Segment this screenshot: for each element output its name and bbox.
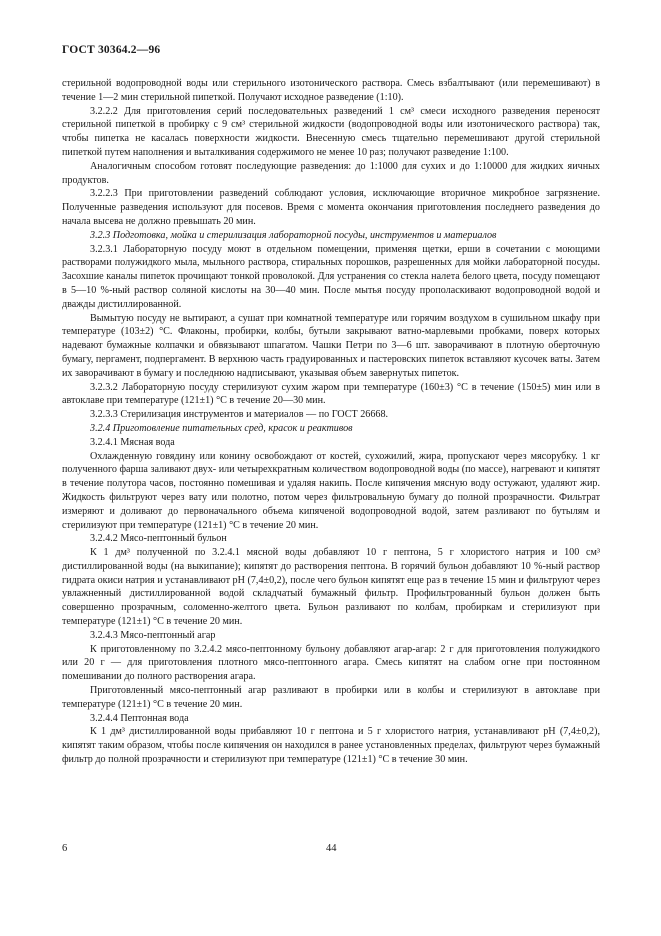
document-body — [62, 77, 600, 767]
footer-left-number: 6 — [62, 843, 68, 854]
section-heading: 3.2.4 Приготовление питательных сред, красок и реактивов — [90, 422, 353, 434]
paragraph: 3.2.2.3 При приготовлении разведений соблюдают условия, исключающие вторичное микробное загрязнение. Полученные разведения используют для посевов. Время с момента окончания приготовления последнего разведения до начала высева не должно превышать 20 мин. — [62, 188, 600, 227]
page-number: 44 — [326, 843, 337, 854]
subsection-title: 3.2.4.4 Пептонная вода — [90, 712, 189, 724]
document-header: ГОСТ 30364.2—96 — [62, 44, 161, 56]
section-heading: 3.2.3 Подготовка, мойка и стерилизация лабораторной посуды, инструментов и материалов — [90, 229, 497, 241]
paragraph: К 1 дм³ дистиллированной воды прибавляют 10 г пептона и 5 г хлористого натрия, устанавливают рН (7,4±0,2), кипятят таким образом, чтобы после кипячения он находился в ранее установленных пределах, фильтруют через бумажный фильтр до полной прозрачности и стерилизуют при температуре (121±1) °С в течение 30 мин. — [62, 726, 600, 766]
paragraph: 3.2.2.2 Для приготовления серий последовательных разведений 1 см³ смеси исходного разведения переносят стерильной пипеткой в пробирку с 9 см³ стерильной жидкости (водопроводной воды или изотонического раствора) так, чтобы пипетка не касалась поверхности жидкости. Внесенную смесь тщательно перемешивают другой стерильной пипеткой путем наполнения и выталкивания содержимого не менее 10 раз; получают разведение 1:100. — [62, 105, 600, 158]
paragraph: Аналогичным способом готовят последующие разведения: до 1:1000 для сухих и до 1:10000 для жидких яичных продуктов. — [62, 160, 600, 186]
paragraph: К приготовленному по 3.2.4.2 мясо-пептонному бульону добавляют агар-агар: 2 г для приготовления полужидкого или 20 г — для приготовления плотного мясо-пептонного агара. Смесь кипятят на слабом огне при постоянном помешивании до полного растворения агара. — [62, 643, 600, 683]
paragraph: Приготовленный мясо-пептонный агар разливают в пробирки или в колбы и стерилизуют в автоклаве при температуре (121±1) °С в течение 20 мин. — [62, 685, 600, 710]
paragraph: стерильной водопроводной воды или стерильного изотонического раствора. Смесь взбалтывают (или перемешивают) в течение 1—2 мин стерильной пипеткой. Получают исходное разведение (1:10). — [62, 78, 600, 103]
paragraph: Вымытую посуду не вытирают, а сушат при комнатной температуре или горячим воздухом в сушильном шкафу при температуре (103±2) °С. Флаконы, пробирки, колбы, бутыли закрывают ватно-марлевыми пробками, поверх которых надевают бумажные колпачки и обвязывают шпагатом. Чашки Петри по 3—6 шт. заворачивают в плотную оберточную бумагу, пергамент, подпергамент. В верхнюю часть градуированных и пастеровских пипеток вставляют кусочек ваты. Затем их заворачивают в бумагу и последнюю надписывают, указывая объем завернутых пипеток. — [62, 312, 600, 379]
paragraph: 3.2.3.3 Стерилизация инструментов и материалов — по ГОСТ 26668. — [90, 409, 389, 421]
paragraph: 3.2.3.1 Лабораторную посуду моют в отдельном помещении, применяя щетки, ерши в сочетании с моющими растворами полужидкого мыла, мыльного раствора, стиральных порошков, разрешенных для мойки лабораторной посуды. Засохшие каналы пипеток прочищают тонкой проволокой. Для устранения со стекла налета белого цвета, посуду помещают в 5—10 %-ный раствор соляной кислоты на 30—40 мин. После мытья посуду прополаскивают водопроводной водой и дважды дистиллированной. — [62, 243, 600, 310]
paragraph: 3.2.3.2 Лабораторную посуду стерилизуют сухим жаром при температуре (160±3) °С в течение (150±5) мин или в автоклаве при температуре (121±1) °С в течение 20—30 мин. — [62, 381, 600, 407]
subsection-title: 3.2.4.2 Мясо-пептонный бульон — [90, 533, 227, 545]
subsection-title: 3.2.4.1 Мясная вода — [90, 436, 175, 448]
paragraph: Охлажденную говядину или конину освобождают от костей, сухожилий, жира, пропускают через мясорубку. 1 кг полученного фарша заливают двух- или четырехкратным количеством водопроводной воды (по массе), нагревают и кипятят в течение полутора часов, постоянно помешивая и удаляя накипь. После кипячения мясную воду остужают, удаляют жир. Жидкость фильтруют через вату или полотно, потом через фильтровальную бумагу до полной прозрачности. Фильтрат измеряют и доливают до первоначального объема кипяченой водопроводной водой, затем разливают по бутылям и стерилизуют при температуре (121±1) °С в течение 20 мин. — [62, 450, 600, 531]
subsection-title: 3.2.4.3 Мясо-пептонный агар — [90, 629, 216, 641]
paragraph: К 1 дм³ полученной по 3.2.4.1 мясной воды добавляют 10 г пептона, 5 г хлористого натрия и 100 см³ дистиллированной воды (на выкипание); кипятят до растворения пептона. В горячий бульон добавляют 10 %-ный раствор гидрата окиси натрия и устанавливают рН (7,4±0,2), после чего бульон кипятят еще раз в течение 15 мин и фильтруют через увлажненный дистиллированной водой складчатый бумажный фильтр. Профильтрованный бульон должен быть совершенно прозрачным, соломенно-желтого цвета. Бульон разливают по колбам, пробиркам и стерилизуют при температуре (121±1) °С в течение 20 мин. — [62, 547, 600, 628]
